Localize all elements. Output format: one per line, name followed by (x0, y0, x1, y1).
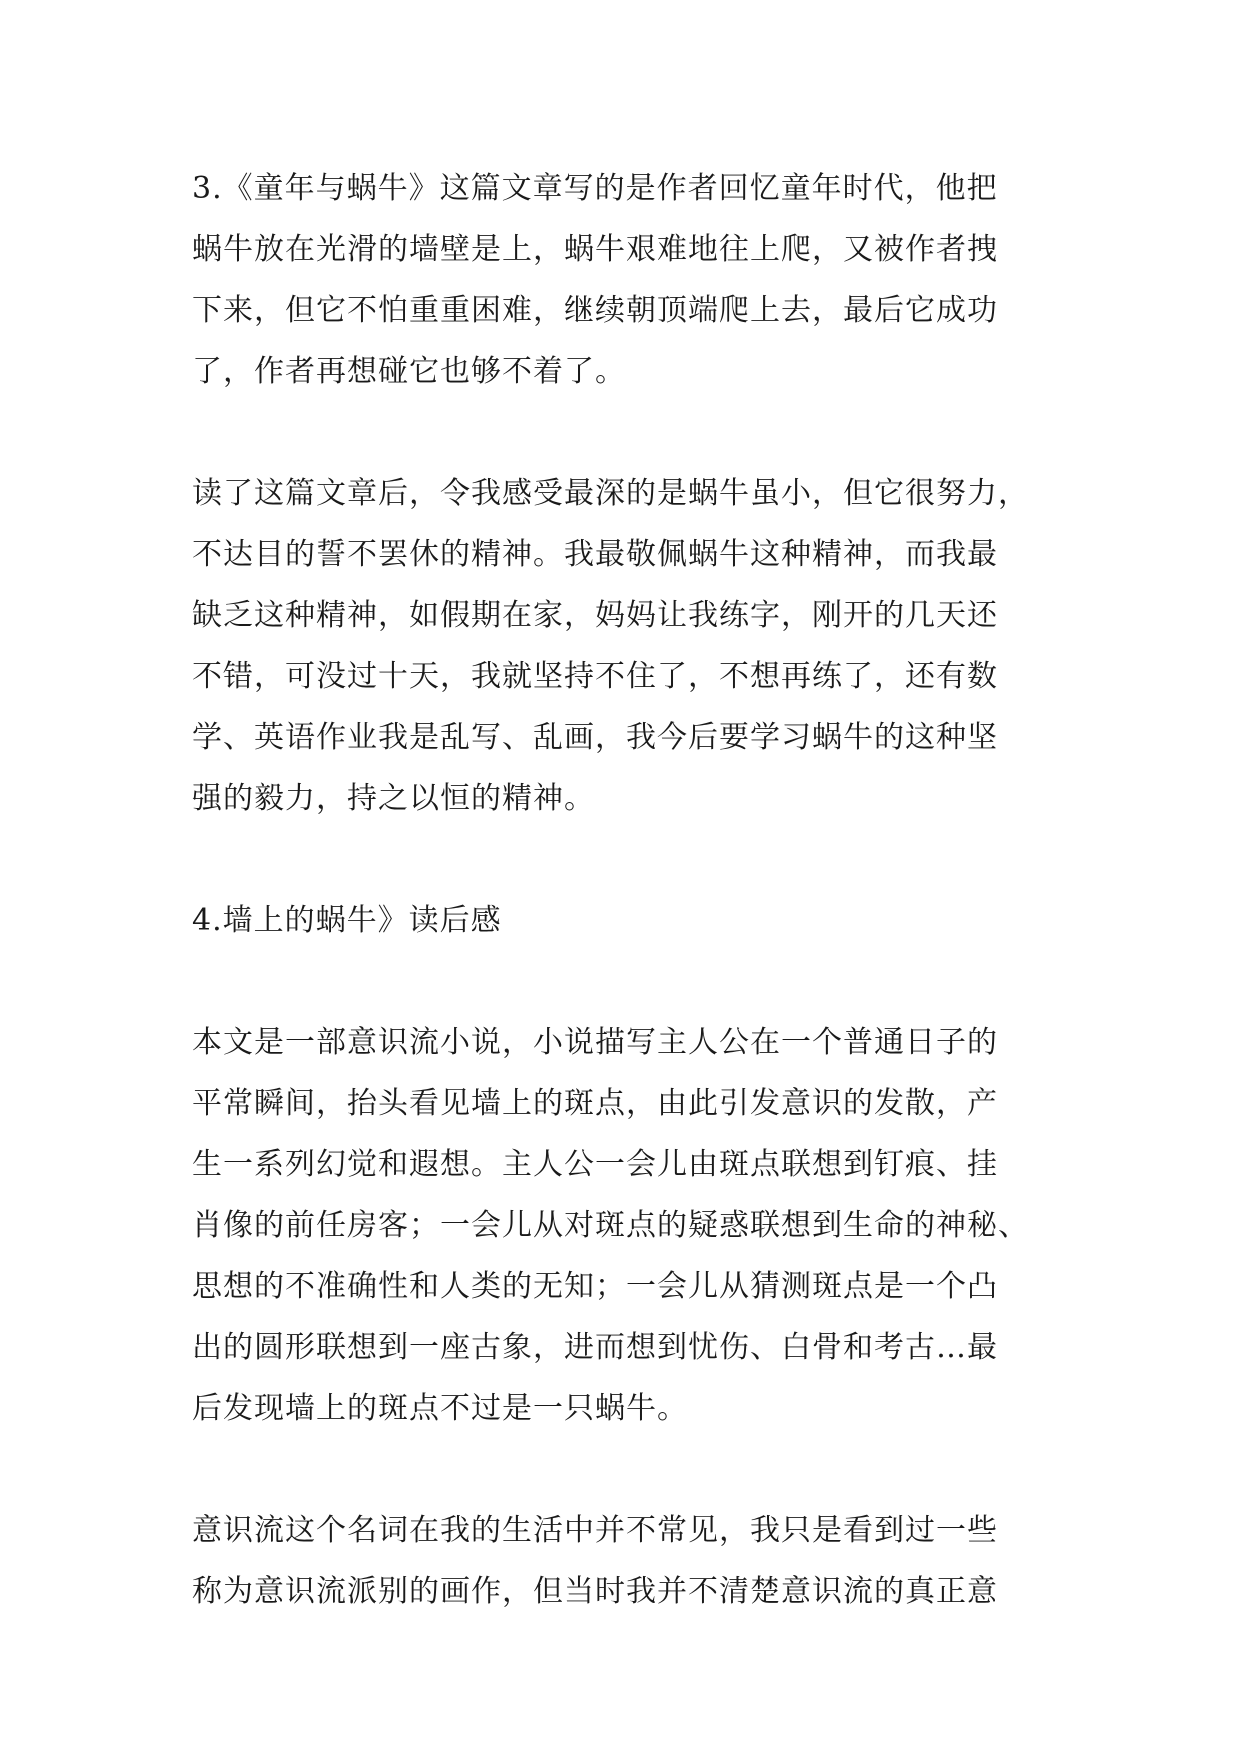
text-line: 意识流这个名词在我的生活中并不常见，我只是看到过一些 (192, 1513, 998, 1548)
text-line: 不达目的誓不罢休的精神。我最敬佩蜗牛这种精神，而我最 (192, 537, 998, 572)
heading-text: 4.墙上的蜗牛》读后感 (192, 903, 502, 938)
text-line: 肖像的前任房客；一会儿从对斑点的疑惑联想到生命的神秘、 (192, 1208, 1029, 1243)
text-line: 思想的不准确性和人类的无知；一会儿从猜测斑点是一个凸 (192, 1269, 998, 1304)
text-line: 缺乏这种精神，如假期在家，妈妈让我练字，刚开的几天还 (192, 598, 998, 633)
text-line: 强的毅力，持之以恒的精神。 (192, 781, 595, 816)
text-line: 了，作者再想碰它也够不着了。 (192, 354, 626, 389)
paragraph-stream-of-consciousness (192, 1500, 1062, 1622)
text-line: 读了这篇文章后，令我感受最深的是蜗牛虽小，但它很努力， (192, 476, 1029, 511)
text-line: 3.《童年与蜗牛》这篇文章写的是作者回忆童年时代，他把 (192, 171, 998, 206)
text-line: 下来，但它不怕重重困难，继续朝顶端爬上去，最后它成功 (192, 293, 998, 328)
text-line: 生一系列幻觉和遐想。主人公一会儿由斑点联想到钉痕、挂 (192, 1147, 998, 1182)
paragraph-childhood-snail-summary (192, 158, 1062, 402)
text-line: 不错，可没过十天，我就坚持不住了，不想再练了，还有数 (192, 659, 998, 694)
text-line: 蜗牛放在光滑的墙壁是上，蜗牛艰难地往上爬，又被作者拽 (192, 232, 998, 267)
section-heading (192, 890, 1062, 951)
text-line: 称为意识流派别的画作，但当时我并不清楚意识流的真正意 (192, 1574, 998, 1609)
text-line: 出的圆形联想到一座古象，进而想到忧伤、白骨和考古…最 (192, 1330, 998, 1365)
text-line: 平常瞬间，抬头看见墙上的斑点，由此引发意识的发散，产 (192, 1086, 998, 1121)
paragraph-reflection (192, 463, 1062, 829)
document-body (192, 158, 1062, 1683)
text-line: 学、英语作业我是乱写、乱画，我今后要学习蜗牛的这种坚 (192, 720, 998, 755)
text-line: 本文是一部意识流小说，小说描写主人公在一个普通日子的 (192, 1025, 998, 1060)
paragraph-novel-summary (192, 1012, 1062, 1439)
text-line: 后发现墙上的斑点不过是一只蜗牛。 (192, 1391, 688, 1426)
